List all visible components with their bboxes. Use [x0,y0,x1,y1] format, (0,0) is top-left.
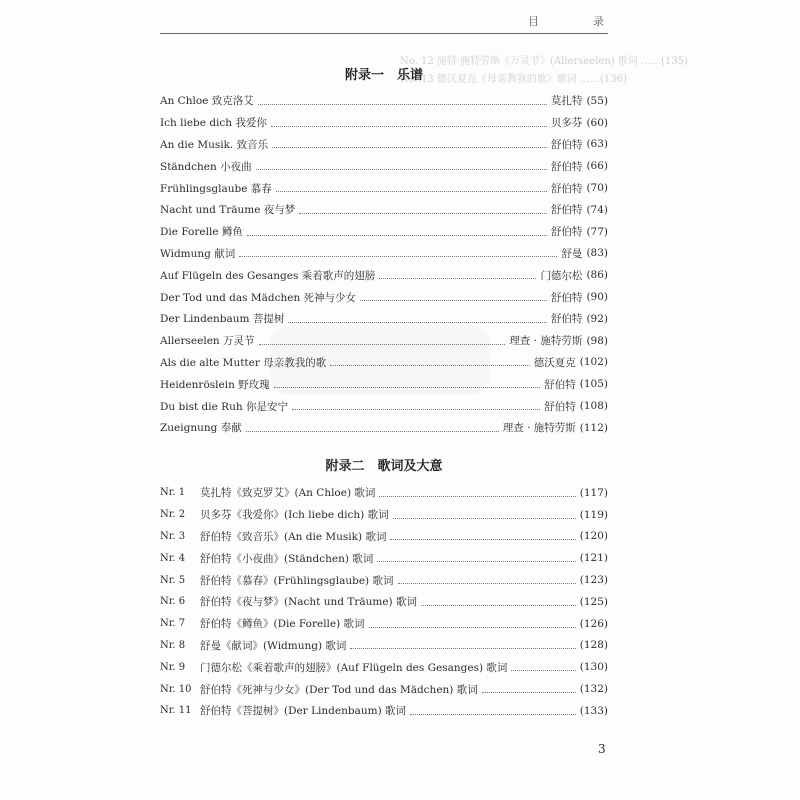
page-number: 3 [598,742,606,756]
toc-entry[interactable] [160,264,608,286]
entry-page: (86) [586,269,608,282]
entry-title: Ständchen 小夜曲 [160,160,252,173]
entry-page: (98) [586,334,608,347]
entry-title: 舒伯特《致音乐》(An die Musik) 歌词 [200,530,387,543]
entry-author: 理查 · 施特劳斯 [502,422,576,435]
dot-leader [511,669,575,671]
dot-leader [377,560,575,562]
entry-author: 舒伯特 [550,226,583,239]
dot-leader [350,647,575,649]
entry-author: 贝多芬 [550,117,583,130]
toc-entry[interactable] [160,286,608,308]
toc-entry[interactable] [160,700,608,722]
entry-title: An Chloe 致克洛艾 [160,95,254,108]
toc-entry[interactable] [160,395,608,417]
entry-page: (112) [579,421,608,434]
toc-list-appendix-2 [160,482,608,722]
entry-number: Nr. 1 [160,487,186,499]
entry-title: 莫扎特《致克罗艾》(An Chloe) 歌词 [200,487,376,500]
entry-number: Nr. 2 [160,509,186,521]
dot-leader [398,582,576,584]
entry-title: Nacht und Träume 夜与梦 [160,204,296,217]
entry-title: Ich liebe dich 我爱你 [160,117,267,130]
entry-page: (74) [586,203,608,216]
entry-page: (121) [579,552,608,565]
dot-leader [360,299,547,301]
section-title-appendix-2: 附录二 歌词及大意 [325,459,443,474]
entry-number: Nr. 3 [160,530,186,542]
entry-title: 舒伯特《鳟鱼》(Die Forelle) 歌词 [200,618,365,631]
entry-title: Die Forelle 鳟鱼 [160,226,243,239]
entry-number: Nr. 8 [160,639,186,651]
bleed-line-2: No. 13 德沃夏克《母亲教我的歌》歌词 ……(136) [400,74,627,85]
dot-leader [379,277,536,279]
toc-entry[interactable] [160,155,608,177]
entry-number: Nr. 11 [160,705,192,717]
toc-entry[interactable] [160,373,608,395]
toc-entry[interactable] [160,352,608,374]
entry-page: (128) [579,639,608,652]
dot-leader [482,691,576,693]
entry-page: (70) [586,182,608,195]
toc-entry[interactable] [160,199,608,221]
dot-leader [271,125,547,127]
entry-author: 门德尔松 [540,269,583,282]
entry-title: 舒伯特《小夜曲》(Ständchen) 歌词 [200,552,374,565]
toc-entry[interactable] [160,134,608,156]
entry-author: 舒伯特 [550,313,583,326]
entry-author: 舒伯特 [550,138,583,151]
toc-entry[interactable] [160,243,608,265]
entry-page: (125) [579,595,608,608]
toc-entry[interactable] [160,547,608,569]
entry-page: (90) [586,291,608,304]
entry-number: Nr. 6 [160,596,186,608]
entry-number: Nr. 9 [160,661,186,673]
dot-leader [299,212,547,214]
bleed-line-1: No. 12 施特·施特劳斯《万灵节》(Allerseelen) 歌词 ……(135) [400,56,688,67]
section-title-appendix-1: 附录一 乐谱 [344,68,423,83]
dot-leader [390,538,575,540]
entry-author: 德沃夏克 [533,356,576,369]
entry-page: (119) [579,508,608,521]
header-rule [160,33,608,34]
dot-leader [276,190,547,192]
entry-title: Auf Flügeln des Gesanges 乘着歌声的翅膀 [160,269,376,282]
entry-page: (92) [586,312,608,325]
toc-entry[interactable] [160,635,608,657]
entry-author: 理查 · 施特劳斯 [509,335,583,348]
entry-number: Nr. 10 [160,683,192,695]
entry-title: 门德尔松《乘着歌声的翅膀》(Auf Flügeln des Gesanges) 歌词 [200,661,508,674]
entry-page: (55) [586,94,608,107]
entry-title: 舒伯特《慕春》(Frühlingsglaube) 歌词 [200,574,394,587]
entry-title: 舒伯特《夜与梦》(Nacht und Träume) 歌词 [200,596,417,609]
entry-title: 舒伯特《菩提树》(Der Lindenbaum) 歌词 [200,705,407,718]
dot-leader [379,495,575,497]
dot-leader [272,146,547,148]
entry-author: 舒曼 [561,247,583,260]
entry-title: Allerseelen 万灵节 [160,335,255,348]
dot-leader [421,604,576,606]
entry-page: (63) [586,138,608,151]
entry-title: An die Musik. 致音乐 [160,138,269,151]
entry-title: Frühlingsglaube 慕春 [160,182,272,195]
dot-leader [259,343,506,345]
entry-page: (120) [579,530,608,543]
entry-title: Zueignung 奉献 [160,422,242,435]
toc-entry[interactable] [160,330,608,352]
toc-entry[interactable] [160,417,608,439]
toc-entry[interactable] [160,221,608,243]
toc-entry[interactable] [160,591,608,613]
entry-author: 莫扎特 [550,95,583,108]
entry-page: (66) [586,160,608,173]
entry-title: Du bist die Ruh 你是安宁 [160,400,288,413]
entry-title: Der Lindenbaum 菩提树 [160,313,285,326]
entry-page: (108) [579,400,608,413]
entry-title: Der Tod und das Mädchen 死神与少女 [160,291,357,304]
dot-leader [292,408,540,410]
dot-leader [239,255,557,257]
entry-author: 舒伯特 [544,378,576,391]
dot-leader [274,386,541,388]
entry-title: Widmung 献词 [160,247,236,260]
header-label-1: 目 [528,15,539,28]
header-label-2: 录 [593,15,604,28]
entry-page: (105) [579,378,608,391]
entry-page: (77) [586,225,608,238]
toc-entry[interactable] [160,482,608,504]
entry-number: Nr. 7 [160,618,186,630]
dot-leader [246,430,499,432]
toc-entry[interactable] [160,504,608,526]
entry-title: 贝多芬《我爱你》(Ich liebe dich) 歌词 [200,509,389,522]
toc-entry[interactable] [160,613,608,635]
dot-leader [258,103,547,105]
entry-title: Als die alte Mutter 母亲教我的歌 [160,356,327,369]
toc-entry[interactable] [160,656,608,678]
toc-list-appendix-1 [160,90,608,439]
dot-leader [369,626,576,628]
toc-entry[interactable] [160,177,608,199]
entry-number: Nr. 4 [160,552,186,564]
entry-title: 舒曼《献词》(Widmung) 歌词 [200,639,347,652]
entry-title: 舒伯特《死神与少女》(Der Tod und das Mädchen) 歌词 [200,683,478,696]
toc-entry[interactable] [160,678,608,700]
running-header [528,13,604,29]
entry-author: 舒伯特 [550,204,583,217]
entry-page: (117) [579,486,608,499]
dot-leader [256,168,547,170]
entry-page: (83) [586,247,608,260]
toc-entry[interactable] [160,308,608,330]
dot-leader [393,517,576,519]
dot-leader [288,321,547,323]
dot-leader [410,713,576,715]
toc-entry[interactable] [160,112,608,134]
toc-entry[interactable] [160,569,608,591]
entry-page: (132) [579,683,608,696]
entry-page: (126) [579,617,608,630]
entry-page: (123) [579,574,608,587]
dot-leader [330,364,530,366]
entry-author: 舒伯特 [550,291,583,304]
entry-page: (130) [579,661,608,674]
entry-author: 舒伯特 [544,400,576,413]
dot-leader [247,234,547,236]
entry-title: Heidenröslein 野玫瑰 [160,378,270,391]
entry-page: (60) [586,116,608,129]
entry-number: Nr. 5 [160,574,186,586]
entry-page: (133) [579,704,608,717]
toc-entry[interactable] [160,526,608,548]
entry-author: 舒伯特 [550,182,583,195]
entry-author: 舒伯特 [550,160,583,173]
entry-page: (102) [579,356,608,369]
toc-entry[interactable] [160,90,608,112]
